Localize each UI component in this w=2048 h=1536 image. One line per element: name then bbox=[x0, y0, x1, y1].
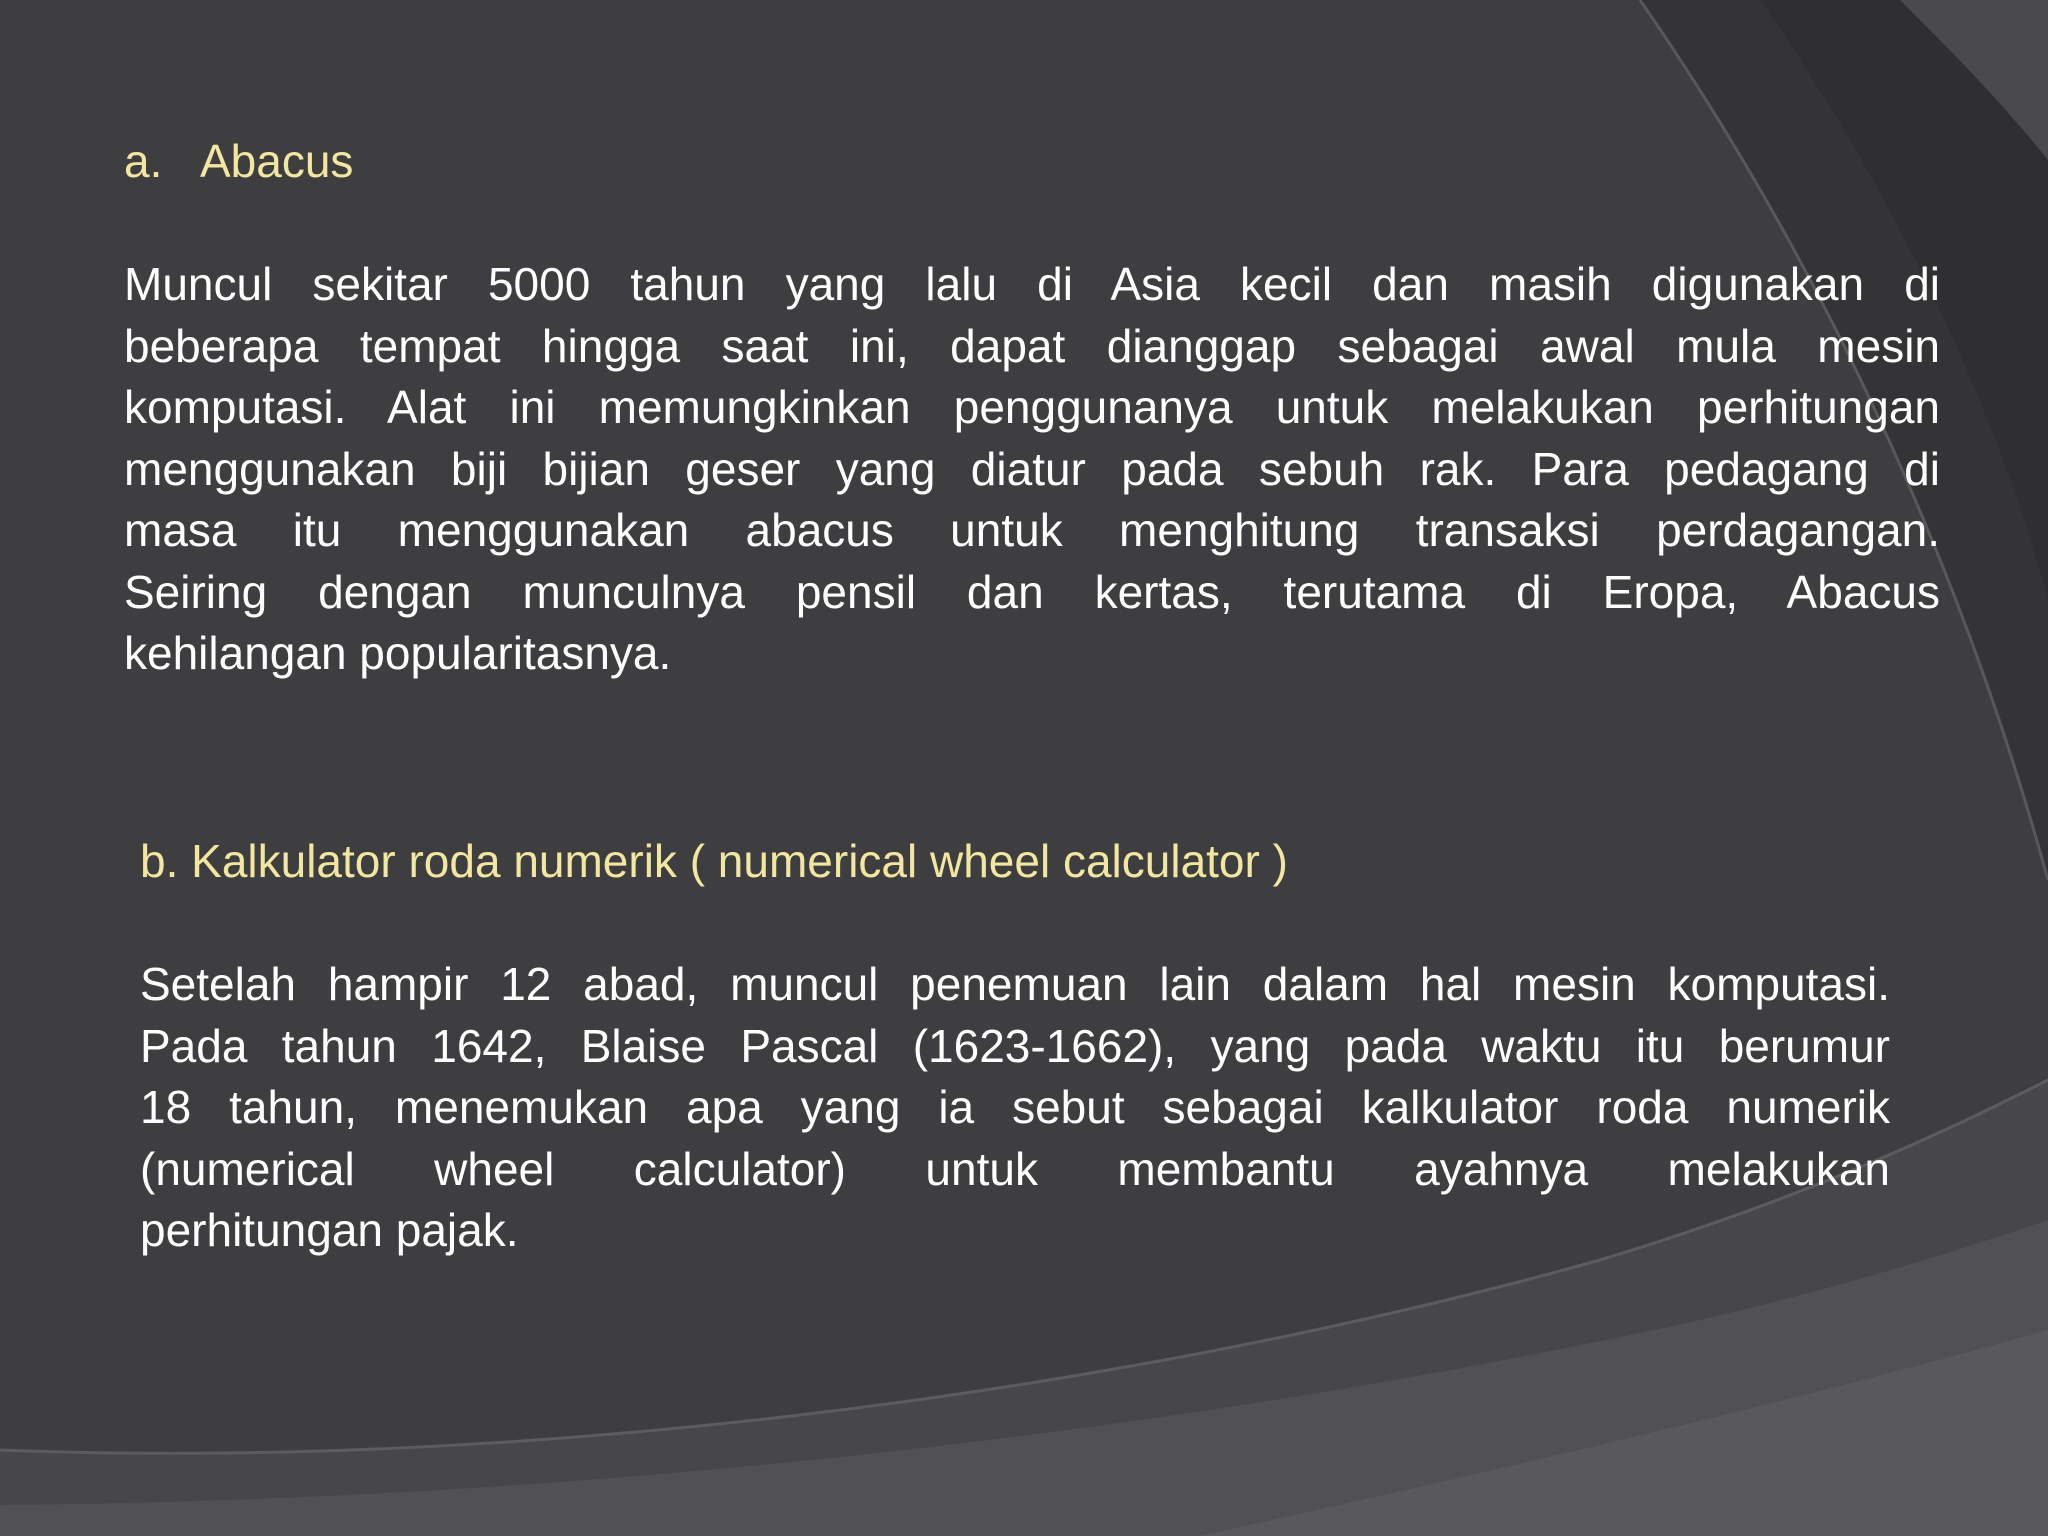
paragraph-line: Seiring dengan munculnya pensil dan kertas, terutama di Eropa, Abacus bbox=[124, 565, 1940, 618]
heading-wheel-calculator: b. Kalkulator roda numerik ( numerical wheel calculator ) bbox=[140, 835, 1288, 887]
paragraph-line: komputasi. Alat ini memungkinkan penggunanya untuk melakukan perhitungan bbox=[124, 381, 1940, 433]
paragraph-line: beberapa tempat hingga saat ini, dapat dianggap sebagai awal mula mesin bbox=[124, 319, 1940, 372]
paragraph-line: 18 tahun, menemukan apa yang ia sebut sebagai kalkulator roda numerik bbox=[140, 1081, 1890, 1133]
paragraph-abacus bbox=[124, 254, 1940, 685]
heading-abacus-title: Abacus bbox=[200, 135, 354, 187]
paragraph-line: kehilangan popularitasnya. bbox=[124, 627, 672, 679]
list-marker: a. bbox=[124, 135, 163, 187]
paragraph-line: Pada tahun 1642, Blaise Pascal (1623-1662), yang pada waktu itu berumur bbox=[140, 1019, 1890, 1072]
paragraph-wheel-calculator bbox=[140, 954, 1890, 1262]
heading-abacus bbox=[124, 134, 353, 189]
paragraph-line: Muncul sekitar 5000 tahun yang lalu di Asia kecil dan masih digunakan di bbox=[124, 258, 1940, 310]
paragraph-line: perhitungan pajak. bbox=[140, 1204, 519, 1256]
paragraph-line: menggunakan biji bijian geser yang diatur pada sebuh rak. Para pedagang di bbox=[124, 442, 1940, 495]
paragraph-line: masa itu menggunakan abacus untuk menghitung transaksi perdagangan. bbox=[124, 504, 1940, 556]
paragraph-line: (numerical wheel calculator) untuk membantu ayahnya melakukan bbox=[140, 1142, 1890, 1195]
paragraph-line: Setelah hampir 12 abad, muncul penemuan lain dalam hal mesin komputasi. bbox=[140, 958, 1890, 1010]
